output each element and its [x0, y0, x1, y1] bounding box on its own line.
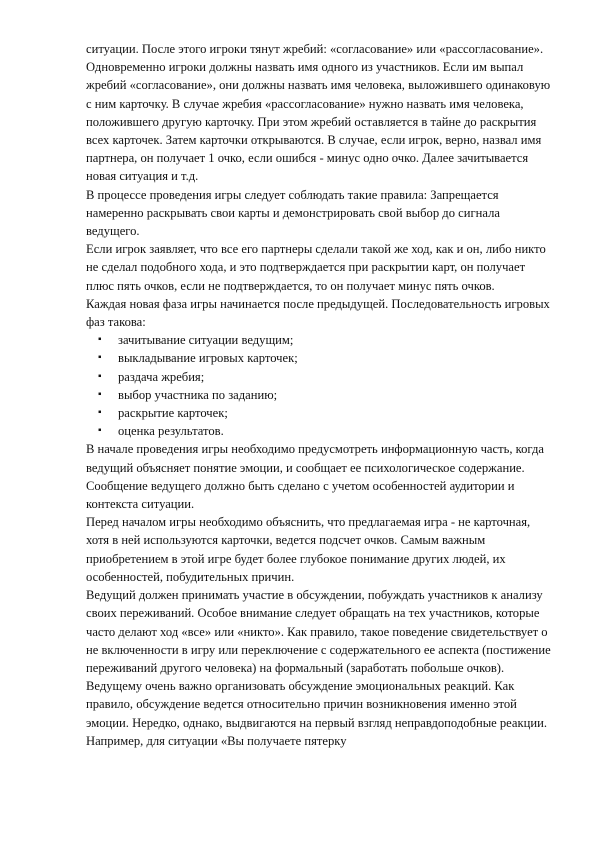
paragraph-situation-draw: ситуации. После этого игроки тянут жребий: «согласование» или «рассогласование». Одновременно игроки должны назвать имя одного из участников. Если им выпал жребий «согласование», они должны назвать имя человека, выложившего одинаковую с ним карточку. В случае жребия «рассогласование» нужно назвать имя человека, положившего другую карточку. При этом жребий оставляется в тайне до раскрытия всех карточек. Затем карточки открываются. В случае, если игрок, верно, назвал имя партнера, он получает 1 очко, если ошибся - минус одно очко. Далее зачитывается новая ситуация и т.д. — [86, 42, 551, 184]
paragraph-all-or-none: Если игрок заявляет, что все его партнеры сделали такой же ход, как и он, либо никто не сделал подобного хода, и это подтверждается при раскрытии карт, он получает плюс пять очков, если не подтверждается, то он получает минус пять очков. — [86, 242, 546, 293]
list-item: ▪ раскрытие карточек; — [86, 404, 554, 422]
list-item: ▪ выбор участника по заданию; — [86, 386, 554, 404]
document-page — [86, 40, 554, 750]
bullet-icon: ▪ — [98, 425, 102, 437]
paragraph-info-part: В начале проведения игры необходимо предусмотреть информационную часть, когда ведущий объясняет понятие эмоции, и сообщает ее психологическое содержание. Сообщение ведущего должно быть сделано с учетом особенностей аудитории и контекста ситуации. — [86, 442, 544, 512]
list-item: ▪ выкладывание игровых карточек; — [86, 349, 554, 367]
phase-list — [86, 331, 554, 440]
bullet-icon: ▪ — [98, 388, 102, 400]
list-item: ▪ оценка результатов. — [86, 422, 554, 440]
list-item: ▪ зачитывание ситуации ведущим; — [86, 331, 554, 349]
paragraph-phases-intro: Каждая новая фаза игры начинается после предыдущей. Последовательность игровых фаз такова: — [86, 296, 550, 330]
bullet-icon: ▪ — [98, 334, 102, 346]
bullet-icon: ▪ — [98, 370, 102, 382]
paragraph-rules: В процессе проведения игры следует соблюдать такие правила: Запрещается намеренно раскрывать свои карты и демонстрировать свой выбор до сигнала ведущего. — [86, 187, 500, 239]
paragraph-host-role: Ведущий должен принимать участие в обсуждении, побуждать участников к анализу своих переживаний. Особое внимание следует обращать на тех участников, которые часто делают ход «все» или «никто». Как правило, такое поведение свидетельствует о не включенности в игру или переключение с содержательного ее аспекта (постижение переживаний другого человека) на формальный (заработать побольше очков). — [86, 588, 551, 675]
paragraph-not-card-game: Перед началом игры необходимо объяснить, что предлагаемая игра - не карточная, хотя в ней используются карточки, ведется подсчет очков. Самым важным приобретением в этой игре будет более глубокое понимание других людей, их особенностей, побудительных причин. — [86, 515, 531, 584]
bullet-icon: ▪ — [98, 352, 102, 364]
bullet-icon: ▪ — [98, 407, 102, 419]
list-item: ▪ раздача жребия; — [86, 368, 554, 386]
paragraph-discussion: Ведущему очень важно организовать обсуждение эмоциональных реакций. Как правило, обсуждение ведется относительно причин возникновения именно этой эмоции. Нередко, однако, выдвигаются на первый взгляд неправдоподобные реакции. Например, для ситуации «Вы получаете пятерку — [86, 679, 548, 748]
